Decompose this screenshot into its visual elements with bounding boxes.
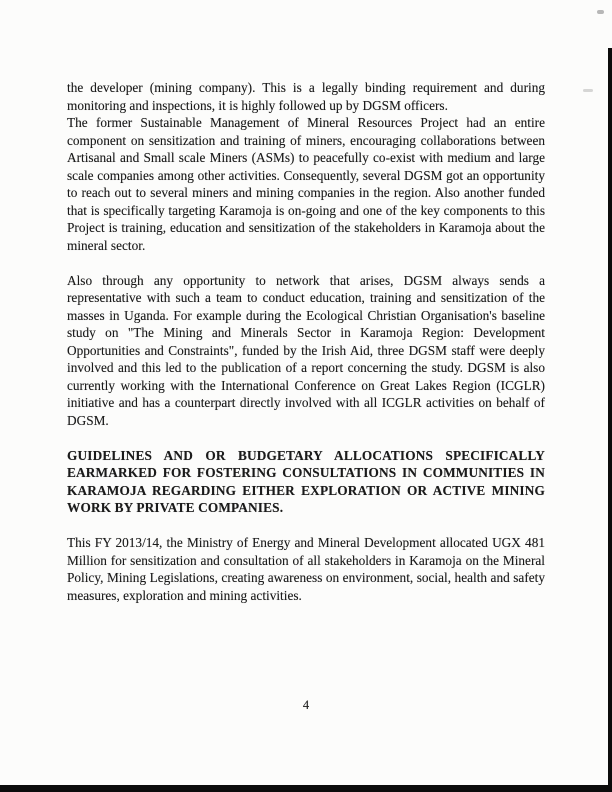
paragraph-continuation: the developer (mining company). This is a legally binding requirement and during monitoring and inspections, it is highly followed up by DGSM officers.	[67, 80, 545, 113]
section-heading-guidelines: GUIDELINES AND OR BUDGETARY ALLOCATIONS SPECIFICALLY EARMARKED FOR FOSTERING CONSULTATIONS IN COMMUNITIES IN KARAMOJA REGARDING EITHER EXPLORATION OR ACTIVE MINING WORK BY PRIVATE COMPANIES.	[67, 447, 545, 515]
scan-artifact-right-edge	[608, 48, 612, 792]
page-number: 4	[302, 698, 310, 712]
paragraph-former-project: The former Sustainable Management of Mineral Resources Project had an entire component on sensitization and training of miners, encouraging collaborations between Artisanal and Small scale Miners (ASMs) to peacefully co-exist with medium and large scale companies among other activities. Consequently, several DGSM got an opportunity to reach out to several miners and mining companies in the region. Also another funded that is specifically targeting Karamoja is on-going and one of the key components to this Project is training, education and sensitization of the stakeholders in Karamoja about the mineral sector.	[67, 115, 545, 253]
scan-artifact-speck	[583, 89, 593, 92]
paragraph-budget-allocation: This FY 2013/14, the Ministry of Energy and Mineral Development allocated UGX 481 Million for sensitization and consultation of all stakeholders in Karamoja on the Mineral Policy, Mining Legislations, creating awareness on environment, social, health and safety measures, exploration and mining activities.	[67, 535, 545, 603]
scan-artifact-speck	[597, 10, 604, 14]
page-body-text	[67, 79, 545, 622]
paragraph-networking: Also through any opportunity to network that arises, DGSM always sends a representative with such a team to conduct education, training and sensitization of the masses in Uganda. For example during the Ecological Christian Organisation's baseline study on "The Mining and Minerals Sector in Karamoja Region: Development Opportunities and Constraints", funded by the Irish Aid, three DGSM staff were deeply involved and this led to the publication of a report concerning the study. DGSM is also currently working with the International Conference on Great Lakes Region (ICGLR) initiative and has a counterpart directly involved with all ICGLR activities on behalf of DGSM.	[67, 272, 545, 428]
scan-artifact-bottom-edge	[0, 785, 612, 792]
